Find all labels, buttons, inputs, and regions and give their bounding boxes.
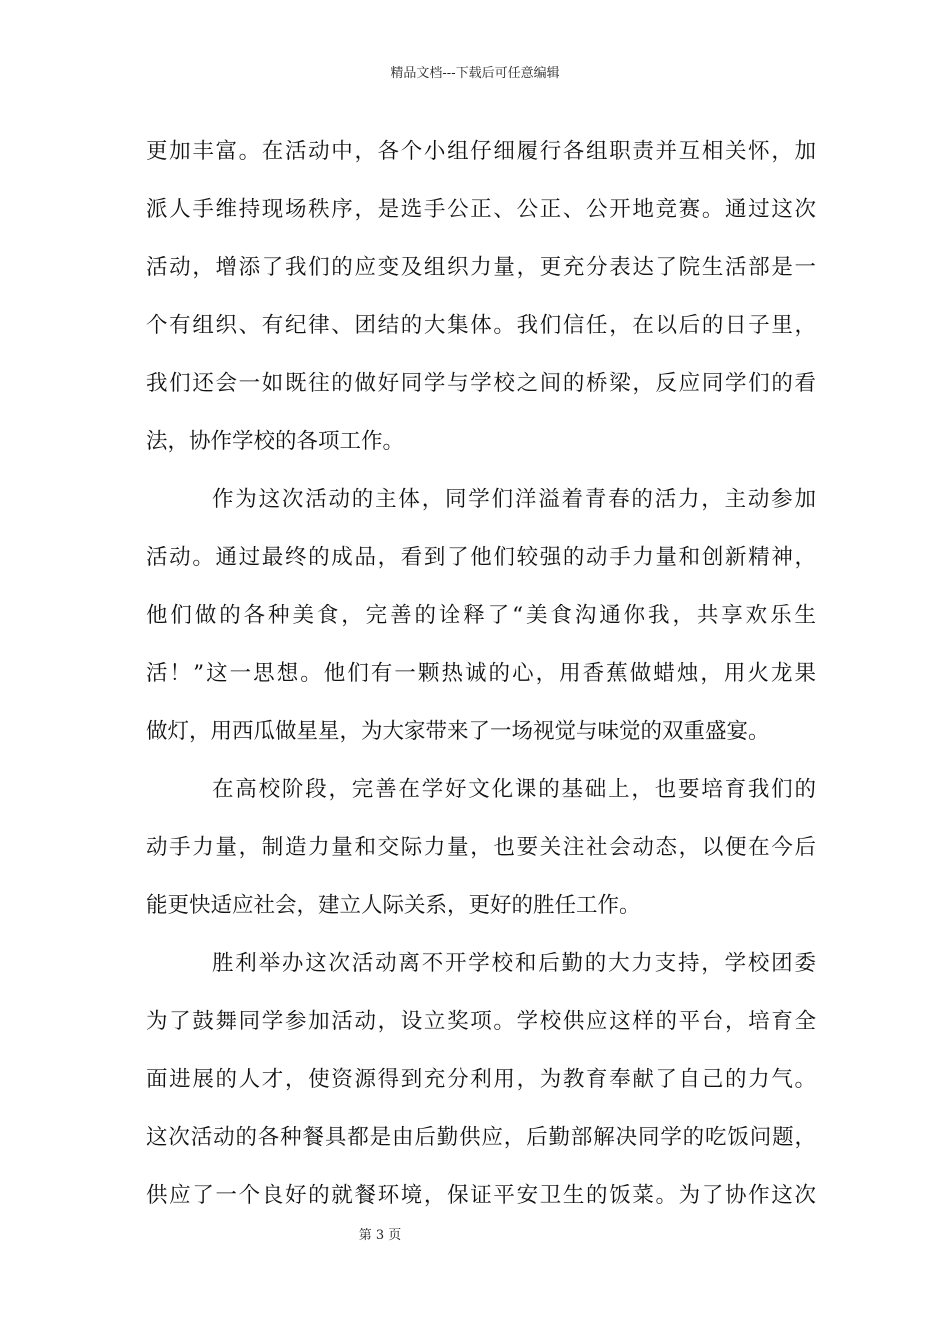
text-line: 作为这次活动的主体，同学们洋溢着青春的活力，主动参加 — [212, 487, 816, 512]
document-body — [146, 130, 816, 1232]
text-line: 胜利举办这次活动离不开学校和后勤的大力支持，学校团委 — [212, 951, 816, 976]
paragraph — [146, 478, 816, 768]
page-header: 精品文档---下载后可任意编辑 — [390, 66, 560, 81]
text-line: 能更快适应社会，建立人际关系，更好的胜任工作。 — [146, 893, 641, 918]
text-line: 法，协作学校的各项工作。 — [146, 429, 405, 454]
text-line: 这次活动的各种餐具都是由后勤供应，后勤部解决同学的吃饭问题， — [146, 1125, 816, 1150]
text-line: 他们做的各种美食，完善的诠释了“美食沟通你我，共享欢乐生 — [146, 603, 816, 628]
text-line: 供应了一个良好的就餐环境，保证平安卫生的饭菜。为了协作这次 — [146, 1183, 816, 1208]
text-line: 动手力量，制造力量和交际力量，也要关注社会动态，以便在今后 — [146, 835, 816, 860]
page-number: 第 3 页 — [358, 1228, 402, 1243]
text-line: 活动。通过最终的成品，看到了他们较强的动手力量和创新精神， — [146, 545, 816, 570]
text-line: 面进展的人才，使资源得到充分利用，为教育奉献了自己的力气。 — [146, 1067, 816, 1092]
text-line: 更加丰富。在活动中，各个小组仔细履行各组职责并互相关怀，加 — [146, 139, 816, 164]
text-line: 个有组织、有纪律、团结的大集体。我们信任，在以后的日子里， — [146, 313, 816, 338]
text-line: 我们还会一如既往的做好同学与学校之间的桥梁，反应同学们的看 — [146, 371, 816, 396]
text-line: 在高校阶段，完善在学好文化课的基础上，也要培育我们的 — [212, 777, 816, 802]
paragraph — [146, 130, 816, 478]
text-line: 为了鼓舞同学参加活动，设立奖项。学校供应这样的平台，培育全 — [146, 1009, 816, 1034]
text-line: 活！”这一思想。他们有一颗热诚的心，用香蕉做蜡烛，用火龙果 — [146, 661, 816, 686]
text-line: 做灯，用西瓜做星星，为大家带来了一场视觉与味觉的双重盛宴。 — [146, 719, 770, 744]
text-line: 活动，增添了我们的应变及组织力量，更充分表达了院生活部是一 — [146, 255, 816, 280]
text-line: 派人手维持现场秩序，是选手公正、公正、公开地竞赛。通过这次 — [146, 197, 816, 222]
paragraph — [146, 768, 816, 942]
paragraph — [146, 942, 816, 1232]
